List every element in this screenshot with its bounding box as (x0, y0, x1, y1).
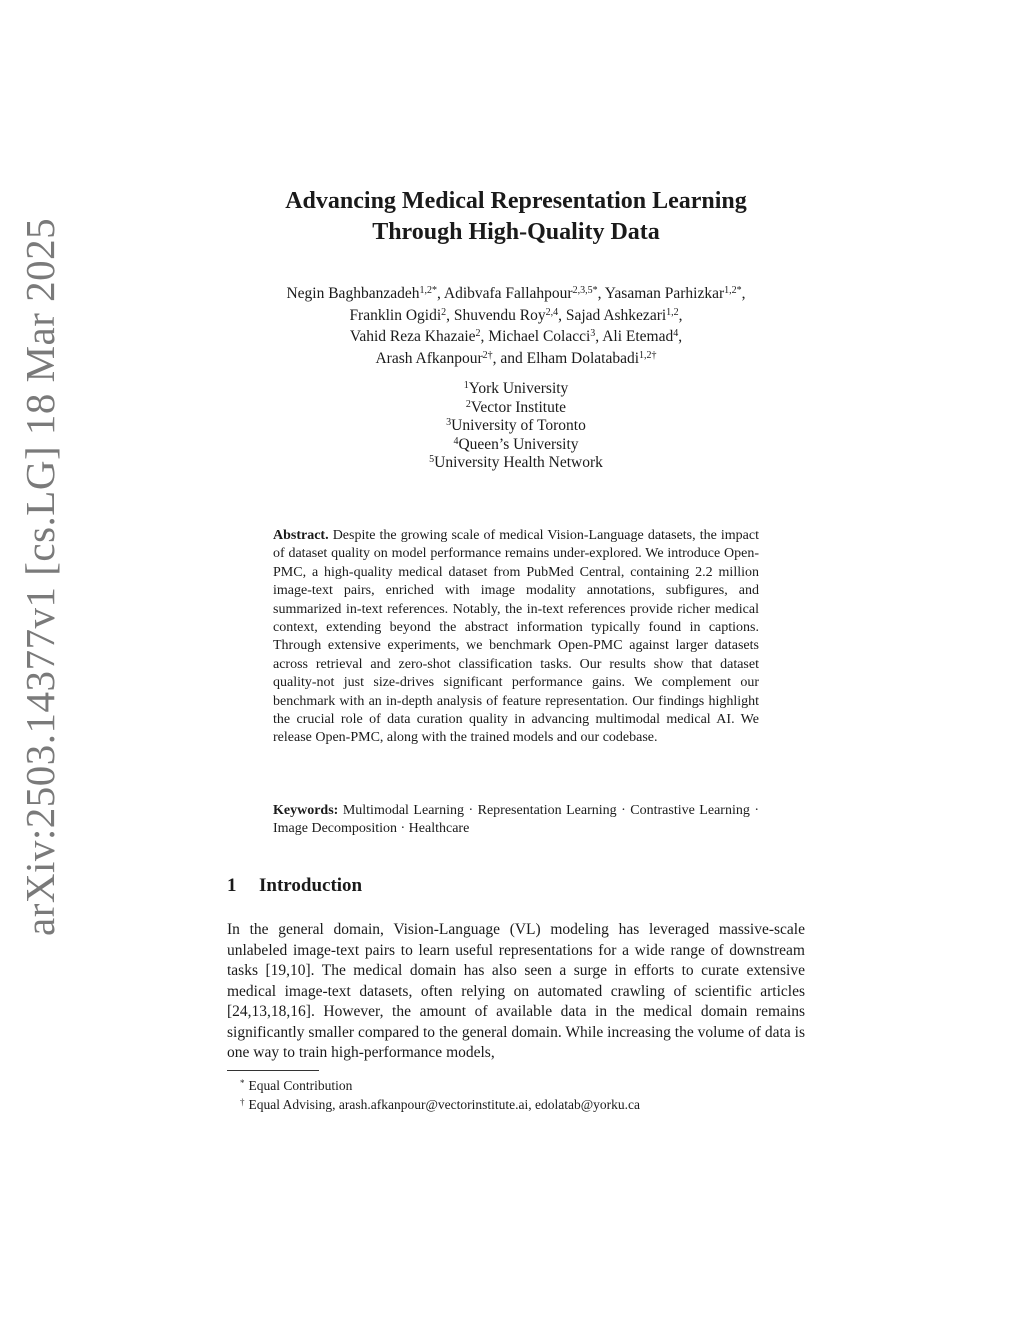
affiliation: $^4$Queen’s University (453, 435, 579, 453)
title-line-1: Advancing Medical Representation Learning (285, 188, 747, 214)
paper-title (0, 186, 1024, 248)
footnote: † Equal Advising, arash.afkanpour@vectorinstitute.ai, edolatab@yorku.ca (240, 1097, 640, 1112)
affiliation: $^2$Vector Institute (465, 398, 567, 416)
abstract-label: Abstract. (273, 528, 329, 543)
author-line: Franklin Ogidi$^2$, Shuvendu Roy$^{2,4}$, Sajad Ashkezari$^{1,2}$, (349, 306, 683, 324)
author-affil-mark: 2† (482, 349, 493, 361)
abstract-text: Despite the growing scale of medical Vision-Language datasets, the impact of dataset quality on model performance remains under-explored. We introduce Open-PMC, a high-quality medical dataset from PubMed Central, containing 2.2 million image-text pairs, enriched with image modality annotations, subfigures, and summarized in-text references. Notably, the in-text references provide richer medical context, extending beyond the abstract information typically found in captions. Through extensive experiments, we benchmark Open-PMC against larger datasets across retrieval and zero-shot classification tasks. Our results show that dataset quality-not just size-drives significant performance gains. We complement our benchmark with an in-depth analysis of feature representation. Our findings highlight the crucial role of data curation quality in advancing multimodal medical AI. We release Open-PMC, along with the trained models and our codebase. (273, 528, 759, 746)
author-name: Yasaman Parhizkar (604, 285, 725, 302)
author-name: Michael Colacci (488, 328, 591, 345)
affiliation-list (0, 380, 1024, 473)
author-name: Shuvendu Roy (453, 306, 546, 324)
author-affil-mark: 2 (475, 328, 481, 339)
footnotes (240, 1076, 640, 1114)
footnote-rule (227, 1070, 319, 1071)
author-affil-mark: 1,2* (419, 285, 437, 296)
keywords (273, 802, 759, 839)
author-name: Adibvafa Fallahpour (443, 285, 573, 302)
affiliation: $^3$University of Toronto (446, 417, 586, 434)
author-line: Negin Baghbanzadeh$^{1,2*}$, Adibvafa Fallahpour$^{2,3,5*}$, Yasaman Parhizkar$^{1,2*}$, (286, 285, 746, 302)
abstract (273, 527, 759, 748)
author-affil-mark: 4 (673, 328, 679, 339)
author-name: Arash Afkanpour (375, 349, 483, 367)
author-affil-mark: 3 (590, 328, 596, 339)
arxiv-identifier: arXiv:2503.14377v1 [cs.LG] 18 Mar 2025 (17, 217, 63, 936)
author-affil-mark: 2 (441, 306, 447, 318)
affiliation: $^1$York University (463, 380, 569, 397)
author-line: Arash Afkanpour$^{2\dagger}$, and Elham Dolatabadi$^{1,2\dagger}$ (375, 349, 657, 367)
author-name: Sajad Ashkezari (565, 306, 667, 324)
author-affil-mark: 1,2* (724, 285, 742, 296)
section-number: 1 (227, 875, 237, 896)
intro-paragraph: In the general domain, Vision-Language (VL) modeling has leveraged massive-scale unlabeled image-text pairs to learn useful representations for a wide range of downstream tasks [19,10]. The medical domain has also seen a surge in efforts to curate extensive medical image-text datasets, often relying on automated crawling of scientific articles [24,13,18,16]. However, the amount of available data in the medical domain remains significantly smaller compared to the general domain. While increasing the volume of data is one way to train high-performance models, (227, 921, 805, 1061)
author-name: Elham Dolatabadi (526, 349, 640, 367)
author-name: Franklin Ogidi (349, 306, 442, 324)
author-affil-mark: 1,2 (666, 306, 679, 318)
author-affil-mark: 2,3,5* (572, 285, 598, 296)
author-list (0, 283, 1024, 369)
keywords-label: Keywords: (273, 803, 339, 818)
author-affil-mark: 1,2† (639, 349, 657, 361)
author-name: Negin Baghbanzadeh (286, 285, 420, 302)
section-title: Introduction (259, 875, 363, 896)
section-heading (227, 875, 362, 897)
author-name: Vahid Reza Khazaie (349, 328, 476, 345)
author-affil-mark: 2,4 (545, 306, 559, 318)
keywords-text: Multimodal Learning · Representation Learning · Contrastive Learning · Image Decomposition · Healthcare (273, 803, 759, 837)
author-name: Ali Etemad (602, 328, 674, 345)
title-line-2: Through High-Quality Data (372, 219, 660, 245)
affiliation: $^5$University Health Network (429, 454, 603, 471)
footnote: * Equal Contribution (240, 1078, 353, 1093)
author-line: Vahid Reza Khazaie$^2$, Michael Colacci$^3$, Ali Etemad$^4$, (349, 328, 683, 345)
